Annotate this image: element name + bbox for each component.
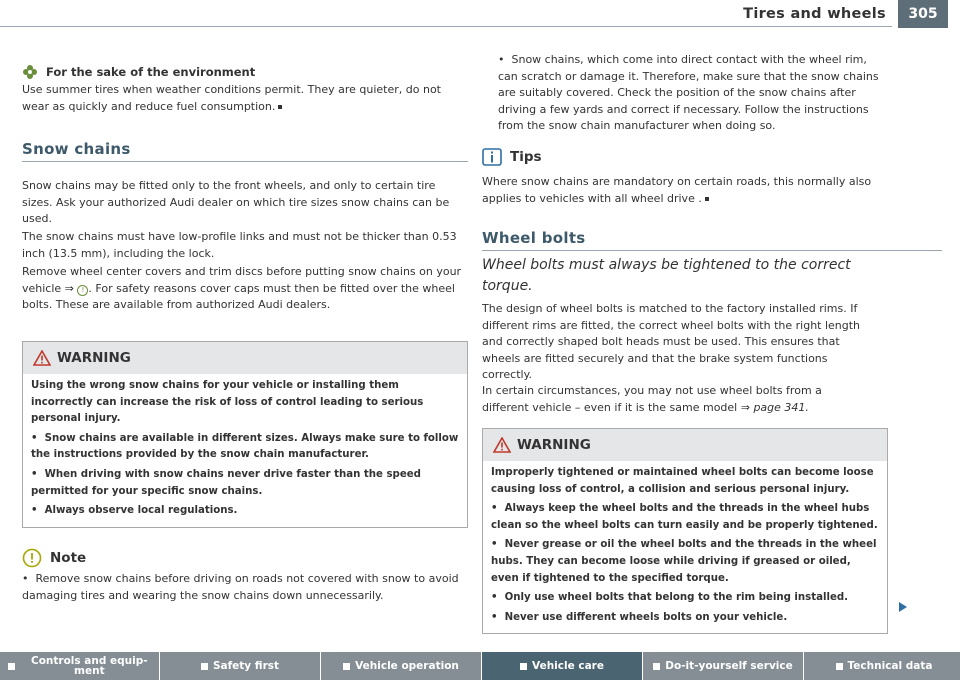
tips-heading (482, 148, 542, 166)
warning-body (23, 374, 467, 527)
lead-paragraph: Wheel bolts must always be tightened to the correct torque. (482, 257, 851, 294)
warning-header (483, 429, 887, 461)
warning-triangle-icon (493, 437, 511, 453)
tab-marker-icon (836, 663, 843, 670)
warning-item: • Always observe local regulations. (31, 505, 238, 517)
warning-title: WARNING (517, 436, 591, 453)
environment-title: For the sake of the environment (46, 65, 256, 79)
tab-controls-and-equipment[interactable]: Controls and equip-ment (0, 652, 160, 680)
note-title: Note (50, 549, 87, 566)
paragraph: Remove wheel center covers and trim discs before putting snow chains on your vehicle ⇒ ! . For safety reasons cover caps must then be fitted over the wheel bolts. These are available from authorized Audi dealers. (22, 265, 462, 312)
warning-item: • Only use wheel bolts that belong to the rim being installed. (491, 592, 849, 604)
tab-marker-icon (201, 663, 208, 670)
tab-marker-icon (8, 663, 15, 670)
tab-marker-icon (343, 663, 350, 670)
warning-item: • Snow chains are available in different sizes. Always make sure to follow the instructions provided by the snow chain manufacturer. (31, 432, 459, 461)
page-header (0, 0, 960, 30)
environment-text: Use summer tires when weather conditions permit. They are quieter, do not wear as quickly and reduce fuel consumption. (22, 83, 441, 113)
wheel-bolts-heading: Wheel bolts (482, 229, 586, 247)
tab-vehicle-operation[interactable]: Vehicle operation (321, 652, 482, 680)
warning-item: • Never grease or oil the wheel bolts and the threads in the wheel hubs. They can become loose while driving if greased or oiled, even if tightened to the specified torque. (491, 539, 877, 584)
tab-do-it-yourself-service[interactable]: Do-it-yourself service (643, 652, 804, 680)
tab-marker-icon (653, 663, 660, 670)
paragraph: The design of wheel bolts is matched to the factory installed rims. If different rims are fitted, the correct wheel bolts with the right length and correctly shaped bolt heads must be used. This ensures that wheels are fitted securely and that the brake system functions correctly. (482, 302, 861, 382)
warning-box (22, 341, 468, 528)
section-rule (22, 161, 468, 162)
warning-header (23, 342, 467, 374)
environment-heading (22, 64, 255, 81)
tab-safety-first[interactable]: Safety first (160, 652, 321, 680)
flower-icon (22, 64, 38, 80)
warning-text: Improperly tightened or maintained wheel bolts can become loose causing loss of control, a collision and serious personal injury. (491, 467, 874, 495)
paragraph: Snow chains may be fitted only to the front wheels, and only to certain tire sizes. Ask your authorized Audi dealer on which tire sizes snow chains can be used. (22, 179, 450, 226)
warning-item: • Never use different wheels bolts on your vehicle. (491, 611, 788, 623)
snow-chains-heading: Snow chains (22, 140, 131, 158)
continue-arrow-icon[interactable] (896, 600, 910, 614)
warning-body (483, 461, 887, 633)
tab-technical-data[interactable]: Technical data (804, 652, 960, 680)
tips-text: Where snow chains are mandatory on certain roads, this normally also applies to vehicles with all wheel drive . (482, 175, 872, 205)
header-rule (0, 26, 892, 27)
note-heading (22, 548, 86, 568)
paragraph: In certain circumstances, you may not use wheel bolts from a different vehicle – even if it is the same model ⇒ page 341. (482, 384, 822, 414)
page-reference-link[interactable]: page 341. (753, 400, 809, 414)
snow-chains-section (22, 141, 468, 162)
exclamation-circle-icon (22, 548, 42, 568)
note-text: • Remove snow chains before driving on roads not covered with snow to avoid damaging tires and wearing the snow chains down unnecessarily. (22, 572, 459, 602)
warning-title: WARNING (57, 349, 131, 366)
page-number: 305 (898, 0, 948, 28)
note-ref-icon: ! (77, 285, 88, 296)
info-icon (482, 148, 502, 166)
warning-item: • Always keep the wheel bolts and the threads in the wheel hubs clean so the wheel bolts can turn easily and be properly tightened. (491, 503, 878, 531)
warning-triangle-icon (33, 350, 51, 366)
tab-marker-icon (520, 663, 527, 670)
chapter-title: Tires and wheels (743, 6, 886, 22)
paragraph: • Snow chains, which come into direct contact with the wheel rim, can scratch or damage it. Therefore, make sure that the snow chains are suitably covered. Check the position of the snow chains after driving a few yards and correct if necessary. Follow the instructions from the snow chain manufacturer when doing so. (498, 53, 879, 133)
warning-text: Using the wrong snow chains for your vehicle or installing them incorrectly can increase the risk of loss of control leading to serious personal injury. (31, 380, 424, 425)
section-rule (482, 250, 942, 251)
tab-vehicle-care[interactable]: Vehicle care (482, 652, 643, 680)
chapter-nav (0, 652, 960, 680)
warning-item: • When driving with snow chains never drive faster than the speed permitted for your specific snow chains. (31, 468, 421, 497)
paragraph: The snow chains must have low-profile links and must not be thicker than 0.53 inch (13.5 mm), including the lock. (22, 230, 457, 260)
wheel-bolts-section (482, 230, 942, 251)
tips-title: Tips (510, 148, 542, 165)
warning-box (482, 428, 888, 634)
